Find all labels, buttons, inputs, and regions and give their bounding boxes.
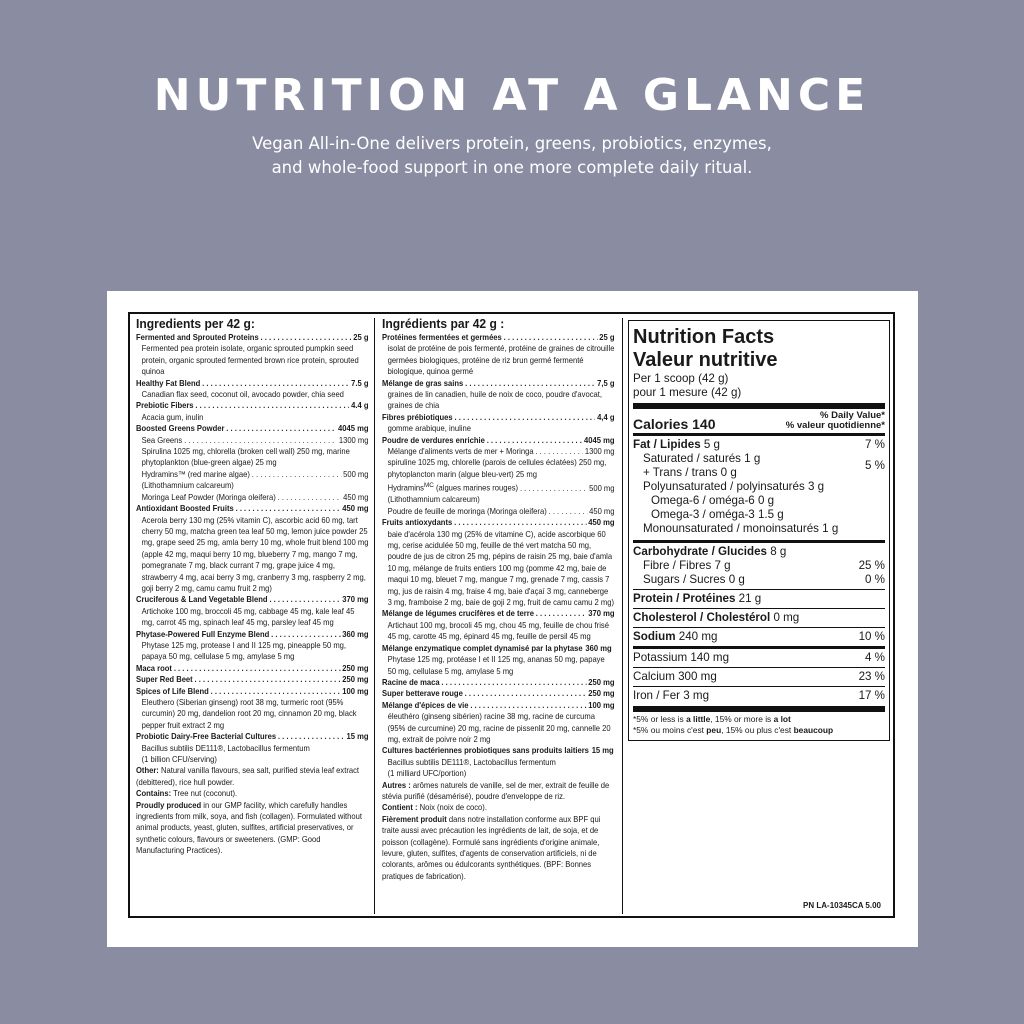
ingredient-row: Super Red Beet . . . 250 mg (136, 674, 369, 685)
ingredient-desc: Fermented pea protein isolate, organic sprouted pumpkin seed protein, organic sprouted fermented brown rice protein, sprouted quinoa (141, 344, 359, 377)
ingredient-row: Prebiotic Fibers . . . 4.4 g (136, 400, 369, 411)
ingredient-desc: spiruline 1025 mg, chlorelle (parois de cellules éclatées) 250 mg, phytoplancton marin (algue bleu-vert) 25 mg (387, 458, 607, 479)
calories-row: Calories 140 % Daily Value* % valeur quotidienne* (633, 410, 885, 432)
ingredient-row: Super betterave rouge . . . 250 mg (382, 688, 615, 699)
ingredient-row: Mélange de légumes crucifères et de terre . . . 370 mg (382, 608, 615, 619)
carbohydrate-row: Carbohydrate / Glucides 8 g (633, 545, 787, 558)
ingredient-desc: éleuthéro (ginseng sibérien) racine 38 mg, racine de curcuma (95% de curcumine) 20 mg, racine de pissenlit 20 mg, cannelle 20 mg, extrait de poivre noir 2 mg (387, 712, 611, 744)
page-title: NUTRITION AT A GLANCE (153, 70, 871, 121)
iron-row: Iron / Fer 3 mg 17 % (633, 689, 885, 702)
ingredient-subrow: Hydramins™ (red marine algae) . . . 500 mg (136, 469, 369, 480)
ingredient-desc: isolat de protéine de pois fermenté, protéine de graines de citrouille germées biologiques, protéine de riz brun germé fermenté biologique, quinoa germé (387, 344, 615, 377)
ingredient-desc: graines de lin canadien, huile de noix de coco, poudre d'avocat, graines de chia (387, 390, 602, 411)
ingredients-english (136, 316, 369, 857)
ingredient-row: Mélange enzymatique complet dynamisé par la phytase 360 mg (382, 643, 612, 653)
ingredient-row: Probiotic Dairy-Free Bacterial Cultures . . . 15 mg (136, 731, 369, 742)
serving-size: Per 1 scoop (42 g) pour 1 mesure (42 g) (633, 372, 742, 399)
ingredient-row: Healthy Fat Blend . . . 7.5 g (136, 378, 369, 389)
production-statement-fr: Fièrement produit dans notre installation conforme aux BPF qui traite aussi avec précaution les ingrédients de lait, de soja, et de poisson (collagène). Formulé sans ingrédients d'origine animale, levure, gluten, sulfites, d'agents de conservation artificiels, ni de colorants, arômes ou édulcorants synthétiques. (BPF: Bonnes pratiques de fabrication). (382, 814, 601, 881)
ingredient-row: Fibres prébiotiques . . . 4,4 g (382, 412, 615, 423)
fibre-row: Fibre / Fibres 7 g 25 % (643, 559, 885, 572)
ingredient-desc: Artichoke 100 mg, broccoli 45 mg, cabbage 45 mg, kale leaf 45 mg, carrot 45 mg, spinach leaf 45 mg, parsley leaf 45 mg (141, 606, 355, 628)
other-ingredients: Other: Natural vanilla flavours, sea salt, purified stevia leaf extract (debittered), rice hull powder. (136, 766, 360, 787)
ingredient-row: Boosted Greens Powder . . . 4045 mg (136, 423, 369, 434)
monounsaturated-row: Monounsaturated / monoinsaturés 1 g (643, 522, 839, 535)
ingredient-row: Antioxidant Boosted Fruits . . . 450 mg (136, 503, 369, 514)
protein-row: Protein / Protéines 21 g (633, 592, 762, 605)
ingredient-row: Fermented and Sprouted Proteins . . . 25 g (136, 332, 369, 343)
sodium-row: Sodium 240 mg 10 % (633, 630, 885, 643)
ingredient-desc: Acerola berry 130 mg (25% vitamin C), ascorbic acid 60 mg, tart cherry 50 mg, matcha green tea leaf 50 mg, lemon juice powder 25 mg, grape seed 25 mg, amla berry 10 mg, whole fruit blend 100 mg (apple 42 mg, maqui berry 10 mg, blueberry 7 mg, mango 7 mg, pomegranate 7 mg, black currant 7 mg, grape juice 4 mg, strawberry 4 mg, acai berry 3 mg, cranberry 3 mg, raspberry 2 mg, goji berry 2 mg, camu camu fruit 2 mg) (141, 515, 369, 593)
omega3-row: Omega-3 / oméga-3 1.5 g (651, 508, 784, 521)
daily-value-header: % Daily Value* % valeur quotidienne* (785, 410, 885, 431)
ingredient-desc: Phytase 125 mg, protéase I et II 125 mg, ananas 50 mg, papaye 50 mg, cellulase 5 mg, amylase 5 mg (387, 655, 605, 676)
ingredient-desc: (1 billion CFU/serving) (141, 755, 217, 765)
potassium-row: Potassium 140 mg 4 % (633, 651, 885, 664)
ingredient-subrow: Sea Greens . . . 1300 mg (136, 435, 369, 446)
saturated-trans-row: Saturated / saturés 1 g + Trans / trans 0 g 5 % (643, 452, 885, 479)
ingredient-row: Spices of Life Blend . . . 100 mg (136, 686, 369, 697)
omega6-row: Omega-6 / oméga-6 0 g (651, 494, 775, 507)
ingredient-desc: Canadian flax seed, coconut oil, avocado powder, chia seed (141, 390, 344, 400)
production-statement: Proudly produced in our GMP facility, which carefully handles ingredients from milk, soya, and fish (collagen). Formulated without animal products, yeast, gluten, sulfites, artificial preservatives, or synthetic colours, flavours or sweeteners. (GMP: Good Manufacturing Practices). (136, 800, 363, 856)
calcium-row: Calcium 300 mg 23 % (633, 670, 885, 683)
ingredient-subrow: Poudre de feuille de moringa (Moringa oleifera) . . . 450 mg (382, 506, 615, 517)
ingredient-row: Mélange de gras sains . . . 7,5 g (382, 378, 615, 389)
sugars-row: Sugars / Sucres 0 g 0 % (643, 573, 885, 586)
ingredient-row: Phytase-Powered Full Enzyme Blend . . . 360 mg (136, 629, 369, 640)
ingredient-desc: (Lithothamnium calcareum) (387, 495, 480, 505)
part-number: PN LA-10345CA 5.00 (803, 901, 881, 910)
ingredient-desc: Artichaut 100 mg, brocoli 45 mg, chou 45 mg, feuille de chou frisé 45 mg, carotte 45 mg, épinard 45 mg, feuille de persil 45 mg (387, 620, 609, 642)
column-divider (622, 318, 623, 914)
allergen-contains-fr: Contient : Noix (noix de coco). (382, 803, 487, 813)
ingredient-desc: Acacia gum, inulin (141, 412, 204, 422)
ingredient-desc: gomme arabique, inuline (387, 424, 471, 434)
ingredient-row: Fruits antioxydants . . . 450 mg (382, 517, 615, 528)
cholesterol-row: Cholesterol / Cholestérol 0 mg (633, 611, 800, 624)
subtitle-line-2: and whole-food support in one more complete daily ritual. (271, 158, 753, 177)
ingredient-row: Protéines fermentées et germées . . . 25 g (382, 332, 615, 343)
subtitle-line-1: Vegan All-in-One delivers protein, greens, probiotics, enzymes, (252, 134, 772, 153)
ingredient-row: Maca root . . . 250 mg (136, 663, 369, 674)
ingredient-subrow: Mélange d'aliments verts de mer + Moringa . . . 1300 mg (382, 446, 615, 457)
ingredient-desc: Eleuthero (Siberian ginseng) root 38 mg, turmeric root (95% curcumin) 20 mg, dandelion root 20 mg, cinnamon 20 mg, black pepper fruit extract 2 mg (141, 698, 357, 730)
ingredient-desc: Bacillus subtilis DE111®, Lactobacillus fermentum (141, 743, 310, 753)
ingredient-desc: baie d'acérola 130 mg (25% de vitamine C), acide ascorbique 60 mg, cerise acidulée 50 mg, feuille de thé vert matcha 50 mg, poudre de jus de citron 25 mg, pépins de raisin 25 mg, baie d'amla 10 mg, mélange de fruits entiers 100 mg (pomme 42 mg, baie de maqui 10 mg, bleuet 7 mg, mangue 7 mg, grenade 7 mg, cassis 7 mg, jus de raisin 4 mg, fraise 4 mg, baie d'açaí 3 mg, canneberge 3 mg, framboise 2 mg, baie de goji 2 mg, fruit de camu camu 2 mg) (387, 529, 615, 608)
ingredient-subrow: Hydramins$^{MC}$ (algues marines rouges) . . . 500 mg (382, 480, 615, 494)
daily-value-footnote: *5% or less is a little, 15% or more is a lot *5% ou moins c'est peu, 15% ou plus c'est beaucoup (633, 714, 834, 735)
ingredient-row: Cruciferous & Land Vegetable Blend . . . 370 mg (136, 594, 369, 605)
nutrition-facts-title: Nutrition Facts Valeur nutritive (633, 326, 778, 371)
ingredient-desc: (1 milliard UFC/portion) (387, 769, 467, 779)
ingredient-desc: Bacillus subtilis DE111®, Lactobacillus fermentum (387, 757, 556, 767)
ingredient-row: Cultures bactériennes probiotiques sans produits laitiers 15 mg (382, 746, 614, 756)
ingredients-heading-fr: Ingrédients par 42 g : (382, 316, 505, 331)
ingredients-heading: Ingredients per 42 g: (136, 316, 255, 331)
column-divider (374, 318, 375, 914)
ingredients-french (382, 316, 615, 882)
ingredient-row: Poudre de verdures enrichie . . . 4045 mg (382, 435, 615, 446)
fat-row: Fat / Lipides 5 g 7 % (633, 438, 885, 451)
ingredient-desc: Phytase 125 mg, protease I and II 125 mg, pineapple 50 mg, papaya 50 mg, cellulase 5 mg, amylase 5 mg (141, 640, 347, 662)
allergen-contains: Contains: Tree nut (coconut). (136, 789, 238, 799)
polyunsaturated-row: Polyunsaturated / polyinsaturés 3 g (643, 480, 825, 493)
other-ingredients-fr: Autres : arômes naturels de vanille, sel de mer, extrait de feuille de stévia purifié (désamérisé), poudre d'enveloppe de riz. (382, 780, 610, 801)
ingredient-desc: Spirulina 1025 mg, chlorella (broken cell wall) 250 mg, marine phytoplankton (blue-green algae) 25 mg (141, 447, 350, 468)
ingredient-row: Mélange d'épices de vie . . . 100 mg (382, 700, 615, 711)
nutrition-facts-table (628, 320, 890, 741)
ingredient-subrow: Moringa Leaf Powder (Moringa oleifera) . . . 450 mg (136, 492, 369, 503)
product-label-panel (107, 291, 918, 947)
ingredient-row: Racine de maca . . . 250 mg (382, 677, 615, 688)
ingredient-desc: (Lithothamnium calcareum) (141, 481, 234, 491)
label-frame (128, 312, 895, 918)
